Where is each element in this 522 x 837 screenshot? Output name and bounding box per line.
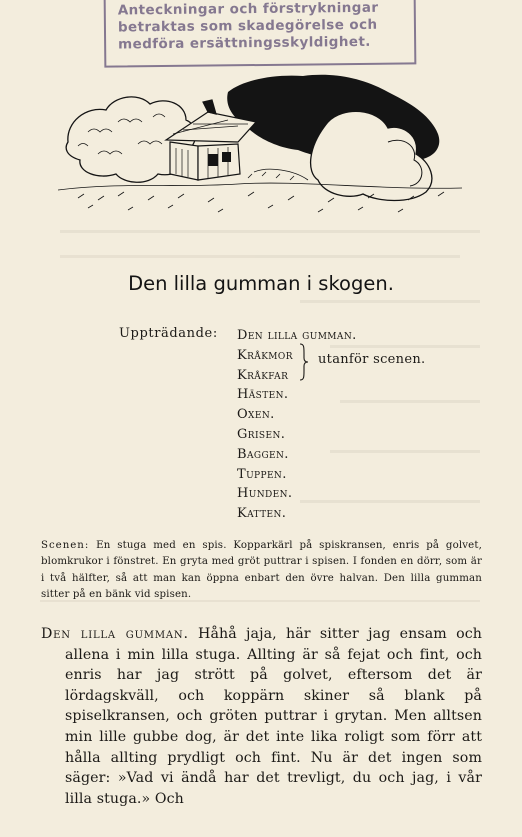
dialogue-text: Håhå jaja, här sitter jag ensam och allena i min lilla stuga. Allting är så fejat och fint, och enris har jag strött på golvet, eftersom det är lördagskväll, och koppärn skiner så blank på spiselkransen, och gröten puttrar i grytan. Men alltsen min lille gubbe dog, är det inte lika roligt som förr att hålla allting prydligt och fint. Nu är det ingen som säger: »Vad vi ändå har det trevligt, du och jag, i vår lilla stuga.» Och <box>65 626 482 807</box>
stamp-line-1: Anteckningar och förstrykningar <box>117 0 379 19</box>
cast-role: Kråkmor <box>237 347 293 363</box>
curly-brace-icon <box>299 343 309 381</box>
dialogue-paragraph <box>41 624 482 809</box>
cast-label: Uppträdande: <box>119 326 218 341</box>
cast-role: Tuppen. <box>237 466 287 482</box>
cast-role: Hunden. <box>237 486 293 502</box>
play-title: Den lilla gumman i skogen. <box>128 272 394 295</box>
scene-text: En stuga med en spis. Kopparkärl på spiskransen, enris på golvet, blomkrukor i fönstret. En gryta med gröt puttrar i spisen. I fonden en dörr, som är i två hälfter, så att man kan öppna enbart den övre halvan. Den lilla gumman sitter på en bänk vid spisen. <box>41 540 482 601</box>
scene-label: Scenen: <box>41 540 90 551</box>
cast-role: Kråkfar <box>237 367 289 383</box>
cast-role: Katten. <box>237 506 287 522</box>
stamp-line-3: medföra ersättningsskyldighet. <box>118 33 371 53</box>
cast-role: Hästen. <box>237 387 289 403</box>
cast-role: Oxen. <box>237 407 275 423</box>
cast-role: Baggen. <box>237 446 289 462</box>
cottage-in-forest-illustration <box>58 62 462 220</box>
stamp-line-2: betraktas som skadegörelse och <box>117 16 378 36</box>
scene-description <box>41 538 482 604</box>
offstage-note: utanför scenen. <box>318 352 426 367</box>
cast-role: Grisen. <box>237 426 286 442</box>
cast-role: Den lilla gumman. <box>237 328 357 343</box>
speaker-name: Den lilla gumman. <box>41 626 189 642</box>
dialogue-block <box>41 624 482 809</box>
library-stamp <box>104 0 417 68</box>
